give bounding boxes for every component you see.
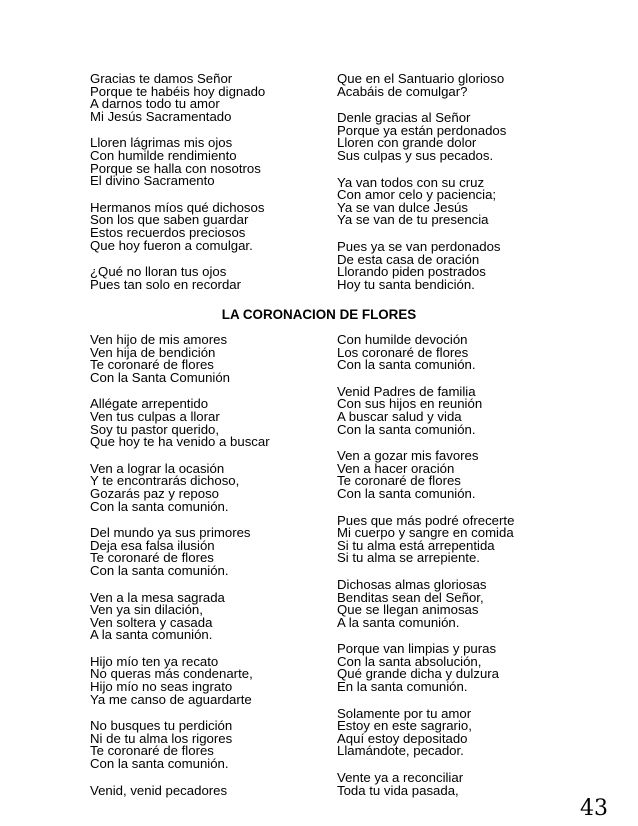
- verse-line: Con humilde rendimiento: [90, 147, 237, 163]
- stanza: [337, 576, 597, 630]
- stanza: [90, 199, 330, 253]
- verse-line: Con la santa comunión.: [337, 421, 476, 437]
- verse-line: Ni de tu alma los rigores: [90, 730, 233, 746]
- stanza: [337, 705, 597, 759]
- verse-line: Porque se halla con nosotros: [90, 160, 261, 176]
- verse-line: Mi Jesús Sacramentado: [90, 108, 232, 124]
- verse-line: A darnos todo tu amor: [90, 96, 220, 112]
- stanza: [337, 174, 597, 228]
- verse-line: Porque van limpias y puras: [337, 641, 497, 657]
- verse-line: Toda tu vida pasada,: [337, 782, 459, 798]
- verse-line: Porque te habéis hoy dignado: [90, 83, 266, 99]
- verse-line: ¿Qué no lloran tus ojos: [90, 264, 227, 280]
- verse-line: Benditas sean del Señor,: [337, 589, 484, 605]
- stanza: [90, 73, 330, 123]
- verse-line: Que hoy fueron a comulgar.: [90, 237, 253, 253]
- verse-line: Con la santa absolución,: [337, 653, 482, 669]
- verse-line: Pues tan solo en recordar: [90, 276, 242, 292]
- verse-line: Con humilde devoción: [337, 332, 468, 347]
- verse-line: Aquí estoy depositado: [337, 730, 468, 746]
- stanza: [337, 383, 597, 437]
- verse-line: Ven soltera y casada: [90, 614, 213, 630]
- stanza: [337, 512, 597, 566]
- verse-line: Ven hijo de mis amores: [90, 332, 228, 347]
- verse-line: Con sus hijos en reunión: [337, 396, 483, 412]
- verse-line: No queras más condenarte,: [90, 666, 253, 682]
- verse-line: Pues ya se van perdonados: [337, 238, 501, 254]
- verse-line: Son los que saben guardar: [90, 212, 249, 228]
- verse-line: Lloren lágrimas mis ojos: [90, 135, 233, 151]
- verse-line: Ven a hacer oración: [337, 460, 455, 476]
- top-col-1: [90, 73, 330, 305]
- stanza: [90, 460, 330, 514]
- verse-line: Llorando piden postrados: [337, 264, 486, 280]
- verse-line: Vente ya a reconciliar: [337, 770, 464, 786]
- verse-line: Con la santa comunión.: [337, 485, 476, 501]
- verse-line: Que se llegan animosas: [337, 602, 479, 618]
- verse-line: Ya me canso de aguardarte: [90, 691, 252, 707]
- verse-line: Los coronaré de flores: [337, 344, 469, 360]
- verse-line: Ven a lograr la ocasión: [90, 460, 225, 476]
- verse-line: Gracias te damos Señor: [90, 71, 233, 86]
- verse-line: Dichosas almas gloriosas: [337, 576, 487, 592]
- stanza: [90, 398, 330, 448]
- verse-line: A buscar salud y vida: [337, 408, 462, 424]
- verse-line: Acabáis de comulgar?: [337, 83, 468, 99]
- verse-line: Te coronaré de flores: [90, 550, 214, 566]
- stanza: [337, 73, 597, 98]
- verse-line: Pues que más podré ofrecerte: [337, 512, 515, 528]
- verse-line: Hoy tu santa bendición.: [337, 276, 475, 292]
- verse-line: Ven a la mesa sagrada: [90, 589, 225, 605]
- verse-line: Del mundo ya sus primores: [90, 525, 251, 541]
- stanza: [90, 782, 330, 798]
- verse-line: El divino Sacramento: [90, 173, 215, 189]
- verse-line: Qué grande dicha y dulzura: [337, 666, 500, 682]
- verse-line: Con la santa comunión.: [90, 498, 229, 514]
- verse-line: Hijo mío ten ya recato: [90, 653, 219, 669]
- verse-line: Con la santa comunión.: [337, 357, 476, 373]
- page-number: 43: [580, 796, 608, 821]
- verse-line: Hijo mío no seas ingrato: [90, 679, 233, 695]
- bottom-col-1: [90, 334, 330, 811]
- verse-line: Llamándote, pecador.: [337, 743, 464, 759]
- verse-line: Venid Padres de familia: [337, 383, 476, 399]
- verse-line: Mi cuerpo y sangre en comida: [337, 525, 514, 541]
- bottom-col-2: [337, 334, 597, 811]
- verse-line: Ya se van dulce Jesús: [337, 199, 468, 215]
- verse-line: Ya van todos con su cruz: [337, 174, 485, 190]
- stanza: [337, 238, 597, 292]
- verse-line: Venid, venid pecadores: [90, 782, 228, 798]
- stanza: [90, 266, 330, 291]
- verse-line: Si tu alma se arrepiente.: [337, 550, 480, 566]
- verse-line: Solamente por tu amor: [337, 705, 472, 721]
- verse-line: Y te encontrarás dichoso,: [90, 473, 240, 489]
- stanza: [337, 450, 597, 500]
- verse-line: No busques tu perdición: [90, 718, 233, 734]
- verse-line: Con la Santa Comunión: [90, 369, 231, 385]
- verse-line: Te coronaré de flores: [90, 743, 214, 759]
- verse-line: Ven a gozar mis favores: [337, 448, 479, 464]
- verse-line: Allégate arrepentido: [90, 396, 209, 412]
- stanza: [90, 334, 330, 384]
- verse-line: Con la santa comunión.: [90, 756, 229, 772]
- verse-line: Soy tu pastor querido,: [90, 421, 220, 437]
- top-col-2: [337, 73, 597, 305]
- stanza: [90, 527, 330, 577]
- stanza: [90, 653, 330, 707]
- section-title: LA CORONACION DE FLORES: [221, 307, 417, 322]
- verse-line: Gozarás paz y reposo: [90, 485, 220, 501]
- verse-line: A la santa comunión.: [337, 614, 460, 630]
- verse-line: Estoy en este sagrario,: [337, 718, 472, 734]
- verse-line: Hermanos míos qué dichosos: [90, 199, 265, 215]
- verse-line: Sus culpas y sus pecados.: [337, 147, 494, 163]
- verse-line: Con amor celo y paciencia;: [337, 187, 497, 203]
- stanza: [90, 720, 330, 770]
- stanza: [337, 112, 597, 162]
- stanza: [337, 334, 597, 372]
- verse-line: Estos recuerdos preciosos: [90, 224, 246, 240]
- verse-line: Ven ya sin dilación,: [90, 602, 203, 618]
- stanza: [337, 772, 597, 797]
- verse-line: Porque ya están perdonados: [337, 122, 507, 138]
- verse-line: Ven hija de bendición: [90, 344, 216, 360]
- verse-line: En la santa comunión.: [337, 679, 468, 695]
- verse-line: Denle gracias al Señor: [337, 110, 471, 126]
- verse-line: Ven tus culpas a llorar: [90, 408, 220, 424]
- verse-line: A la santa comunión.: [90, 627, 213, 643]
- verse-line: De esta casa de oración: [337, 251, 480, 267]
- verse-line: Te coronaré de flores: [337, 473, 461, 489]
- stanza: [90, 589, 330, 643]
- verse-line: Si tu alma está arrepentida: [337, 537, 495, 553]
- verse-line: Lloren con grande dolor: [337, 135, 477, 151]
- verse-line: Que hoy te ha venido a buscar: [90, 434, 270, 450]
- verse-line: Con la santa comunión.: [90, 562, 229, 578]
- verse-line: Ya se van de tu presencia: [337, 212, 489, 228]
- verse-line: Que en el Santuario glorioso: [337, 71, 505, 86]
- verse-line: Te coronaré de flores: [90, 357, 214, 373]
- verse-line: Deja esa falsa ilusión: [90, 537, 215, 553]
- stanza: [90, 137, 330, 187]
- stanza: [337, 643, 597, 693]
